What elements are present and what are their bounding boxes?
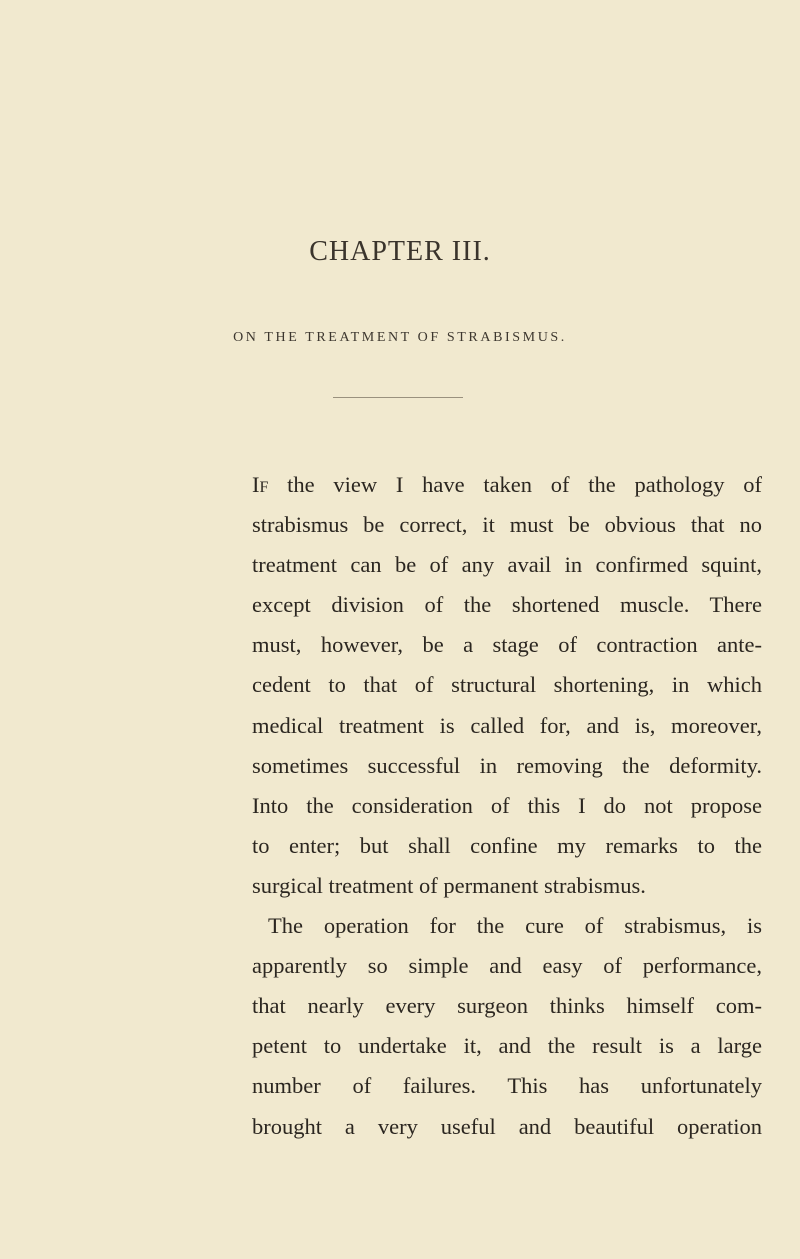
chapter-subtitle: ON THE TREATMENT OF STRABISMUS. [233, 330, 567, 345]
text-line: treatment can be of any avail in confirmed squint, [252, 552, 762, 578]
text-line: sometimes successful in removing the deformity. [252, 752, 762, 778]
text-line: that nearly every surgeon thinks himself com- [252, 993, 762, 1019]
drop-lead: If [252, 472, 269, 497]
text-line: number of failures. This has unfortunately [252, 1073, 762, 1099]
divider-rule [333, 397, 463, 398]
text-line: cedent to that of structural shortening, in which [252, 672, 762, 698]
text-line: Into the consideration of this I do not propose [252, 792, 762, 818]
text-line: surgical treatment of permanent strabismus. [252, 872, 646, 898]
text-line: must, however, be a stage of contraction ante- [252, 632, 762, 658]
text-line: petent to undertake it, and the result is a large [252, 1033, 762, 1059]
text-line: strabismus be correct, it must be obvious that no [252, 512, 762, 538]
text-line: brought a very useful and beautiful operation [252, 1113, 762, 1139]
text-line: except division of the shortened muscle. There [252, 592, 762, 618]
text-line: to enter; but shall confine my remarks to the [252, 832, 762, 858]
body-text [252, 465, 762, 1147]
text-line: The operation for the cure of strabismus, is [268, 913, 762, 939]
text-line: medical treatment is called for, and is, moreover, [252, 712, 762, 738]
text-line: apparently so simple and easy of performance, [252, 953, 762, 979]
chapter-title: CHAPTER III. [309, 236, 491, 267]
text-line: If the view I have taken of the pathology of [252, 472, 762, 497]
